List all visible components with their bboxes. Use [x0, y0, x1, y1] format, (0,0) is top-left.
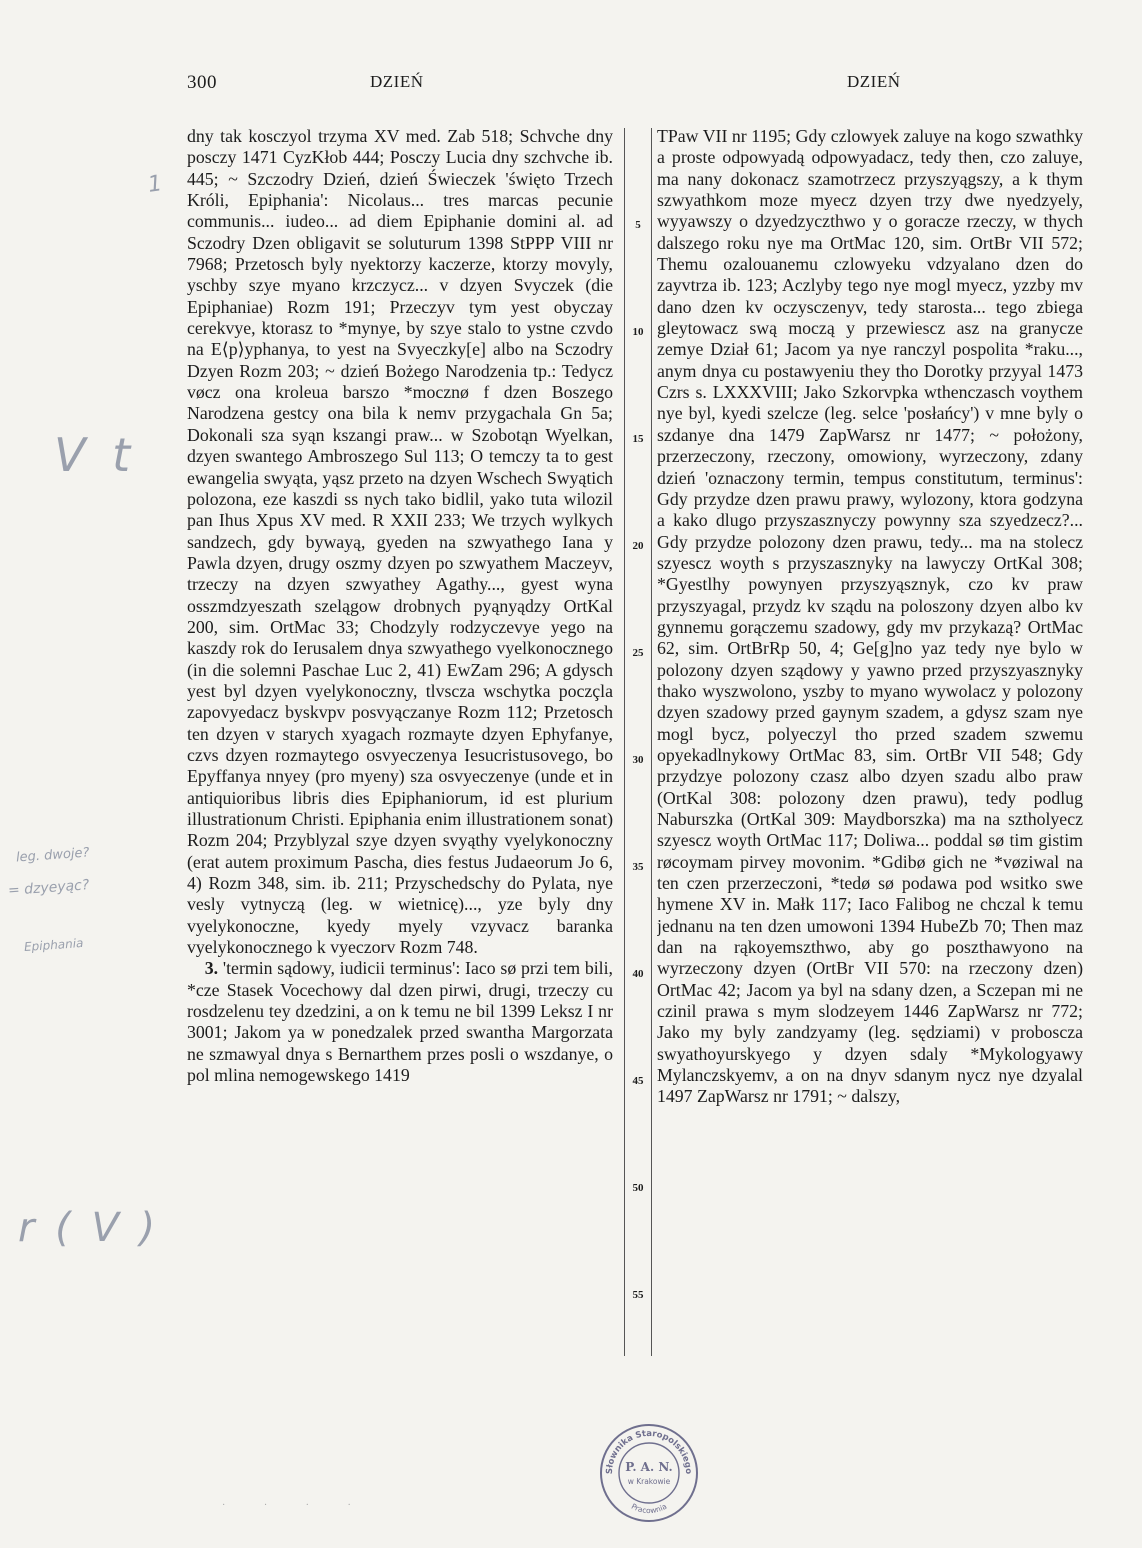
sense-number: 3.: [204, 958, 219, 979]
line-number: 5: [635, 219, 641, 231]
sense-text-paragraph: 'termin sądowy, iudicii terminus': Iaco sø przi tem bili, *cze Stasek Vocechowy dal dzen pirwi, drugi, trzeczy cu rosdzelenu tey dzedzini, a on k temu ne bil 1399 Leksz I nr 3001; Jakom ya w ponedzalek przed swantha Margorzata ne szmawyal dnya s Bernarthem przes posli o wszdanye, o pol mlina nemogewskego 1419: [187, 958, 613, 1086]
line-number: 15: [632, 433, 644, 445]
stamp-text: P. A. N.: [625, 1460, 673, 1474]
line-number: 45: [632, 1075, 644, 1087]
line-number: 50: [632, 1182, 644, 1194]
left-column: [187, 126, 613, 1371]
entry-text-paragraph: TPaw VII nr 1195; Gdy czlowyek zaluye na kogo szwathky a proste odpowyadą odpowyadacz, tedy then, czo zaluye, ma nany dokonacz szamotrzecz przyszyągszy, a k thym szwyathkom moze myecz dzyen trzy dwe nyedzyely, wyyawszy o dzyedzyczthwo y o goracze rzeczy, w thych dalszego roku nye ma OrtMac 120, sim. OrtBr VII 572; Themu ozalouanemu czlowyeku vdzyalano dzen do zayvtrza ib. 123; Aczlyby tego nye mogl myecz, yzzby mv dano dzen kv oczysczenyv, tedy starosta... tego zbiega gleytowacz swą moczą y przewiescz asz na granycze zemye Dział 61; Jacom ya nye ranczyl pospolita *raku..., anym dnya cu postawyeniu they tho Dorotky przyyal 1473 Czrs s. LXXXVIII; Jako Szkorvpka wthenczasch voythem nye byl, kyedi szelcze (leg. selce 'posłańcy') v mne byly o szdanye dna 1479 ZapWarsz nr 1477; ~ położony, przerzeczony, rzeczony, omowiony, wyrzeczony, zdany dzień 'oznaczony termin, tempus constitutum, terminus': Gdy przydze dzen prawu prawy, wylozony, ktora godzyna a kako dlugo przyszasznyczy powynny sza szyedzecz?... Gdy przydze polozony dzen prawu, tedy... ma na stolecz szyescz woyth s przyszasznyky na lawyczy OrtKal 308; *Gyestlhy powynyen przyszyąsznyk, czo kv praw przyszyagal, przydz kv sządu na poloszony dzyen albo kv gynnemu gorączemu szadowy, gdy mv przykazą? OrtMac 62, sim. OrtBrRp 50, 4; Ge[g]no yaz tedy nye bylo w polozony dzyen sządowy y yawno przed przyszyasznyky thako wyszwolono, yszby to myano wywolacz y polozony dzyen szadowy przed gaynym szadem, a gdysz szam nye mogl bycz, polyeczyl tho przed szadem szwemu opyekadlnykowy OrtMac 83, sim. OrtBr VII 548; Gdy przydzye polozony czasz albo dzyen szadu albo praw (OrtKal 308: polozony dzen prawu), tedy podlug Naburszka (OrtKal 309: Maydborszka) ma na sztholyecz szyescz woyth OrtMac 117; Doliwa... poddal sø tim gistim røcoymam pirvey movonim. *Gdibø gich ne *vøziwal na ten czen przerzeczoni, *tedø sø podawa pod wsitko swe hymene XV in. Małk 117; Iaco Falibog ne chczal k temu jednanu na ten dzen umowoni 1394 HubeZb 70; Then maz dan na rąkoyemszthwo, aby go poszthawyono na wyrzeczony dzyen (OrtBr VII 570: na rzeczony dzen) OrtMac 42; Jacom ya byl na sdany dzen, a Sczepan mi ne czinil prawa s mym slodzeyem 1446 ZapWarsz nr 772; Jako my byly zandzyamy (leg. sędziami) v proboscza swyathoyurskyego y dzyen sdaly *Mykologyawy Mylanczskyemv, a on na dnyv sdanym nycz nye dzyalal 1497 ZapWarsz nr 1791; ~ dalszy,: [657, 126, 1083, 1107]
handwritten-annotation: r ( V ): [18, 1205, 160, 1251]
handwritten-annotation: V t: [54, 428, 137, 482]
stamp-text: Pracownia: [629, 1501, 669, 1516]
library-stamp-icon: [598, 1422, 700, 1524]
page-number: 300: [187, 72, 217, 93]
entry-text-paragraph: dny tak kosczyol trzyma XV med. Zab 518; Schvche dny posczy 1471 CyzKłob 444; Posczy Lucia dny szchvche ib. 445; ~ Szczodry Dzień, dzień Świeczek 'święto Trzech Króli, Epiphania': Nicolaus... tres marcas pecunie communis... iudeo... ad diem Epiphanie domini al. ad Sczodry Dzen obligavit se soluturum 1398 StPPP VIII nr 7968; Przetosch byly nyektorzy kaczerze, ktorzy movyly, yschby szye myano krzczycz... v dzyen Svyczek (die Epiphaniae) Rozm 191; Przeczyv tym yest obyczay cerekvye, ktorasz to *mynye, by szye stalo to ystne czvdo na E⟨p⟩yphanya, to yest na Svyeczky[e] albo na Sczodry Dzyen Rozm 203; ~ dzień Bożego Narodzenia tp.: Tedycz vøcz ona kroleua barszo *mocznø f dzen Boszego Narodzena gestcy ona bila k nemv przygachala Gn 5a; Dokonali sza syąn kszangi praw... w Szobotąn Wyelkan, dzyen swantego Ambroszego Sul 113; O temczy ta to gest ewangelia swyąta, yąsz przeto na dzyen Wschech Swyątich polozona, eze kaszdi ss nych tako bidlil, yako tuta wilozil pan Ihus Xpus XV med. R XXII 233; We trzych wylkych sandzech, gdy bywayą, gyeden na szwyathego Iana y Pawla dzyen, drugy oszmy dzyen po szwyathem Maczeyv, trzeczy na dzyen szwyathey Agathy..., gyest wyna osszmdzyeszath szelągow drobnych pyąnyądzy OrtKal 200, sim. OrtMac 33; Chodzyly rodzyczevye yego na kaszdy rok do Ierusalem dnya szwyathego vyelkonocznego (in die solemni Paschae Luc 2, 41) EwZam 296; A gdysch yest byl dzyen vyelykonoczny, tlvscza wschytka poczçla zapovyedacz byskvpv posvyączanye Rozm 112; Przetosch ten dzyen v starych xyagach rozmayte dzyen Ephyfanye, czvs dzyen rozmaytego osvyeczenya Iesucristusovego, bo Epyffanya nnyey (pro myeny) sza osvyeczenye (unde et in antiquioribus libris dies Epiphaniorum, id est plurium illustrationum Christi. Epiphania enim illustrationem sonat) Rozm 204; Przyblyzal szye dzyen svyąthy vyelykonoczny (erat autem proximum Pascha, dies festus Judaeorum Jo 6, 4) Rozm 348, sim. ib. 211; Przyschedschy do Pylata, nye vesly vytnyczą (leg. w wietnicę)..., yze byly dny vyelykonoczne, kyedy myely vzyvacz baranka vyelykonocznego k vyeczorv Rozm 748.: [187, 126, 613, 958]
column-divider: [651, 128, 652, 1356]
line-number: 40: [632, 968, 644, 980]
line-number: 55: [632, 1289, 644, 1301]
handwritten-annotation: = dzyeyąc?: [7, 877, 90, 899]
svg-text:Pracownia: [630, 1502, 668, 1515]
handwritten-annotation: 1: [146, 171, 164, 198]
line-number: 35: [632, 861, 644, 873]
column-divider: [624, 128, 625, 1356]
running-headword-left: DZIEŃ: [370, 72, 424, 91]
right-column: [657, 126, 1083, 1371]
running-headword-right: DZIEŃ: [847, 72, 901, 91]
stamp-text: Słownika Staropolskiego: [604, 1428, 694, 1475]
handwritten-annotation: leg. dwoje?: [15, 845, 90, 866]
line-number: 20: [632, 540, 644, 552]
stamp-text: w Krakowie: [627, 1477, 671, 1486]
scan-specks: · · · ·: [222, 1500, 369, 1511]
line-number: 10: [632, 326, 644, 338]
line-number: 30: [632, 754, 644, 766]
line-number: 25: [632, 647, 644, 659]
handwritten-annotation: Epiphania: [23, 935, 84, 955]
